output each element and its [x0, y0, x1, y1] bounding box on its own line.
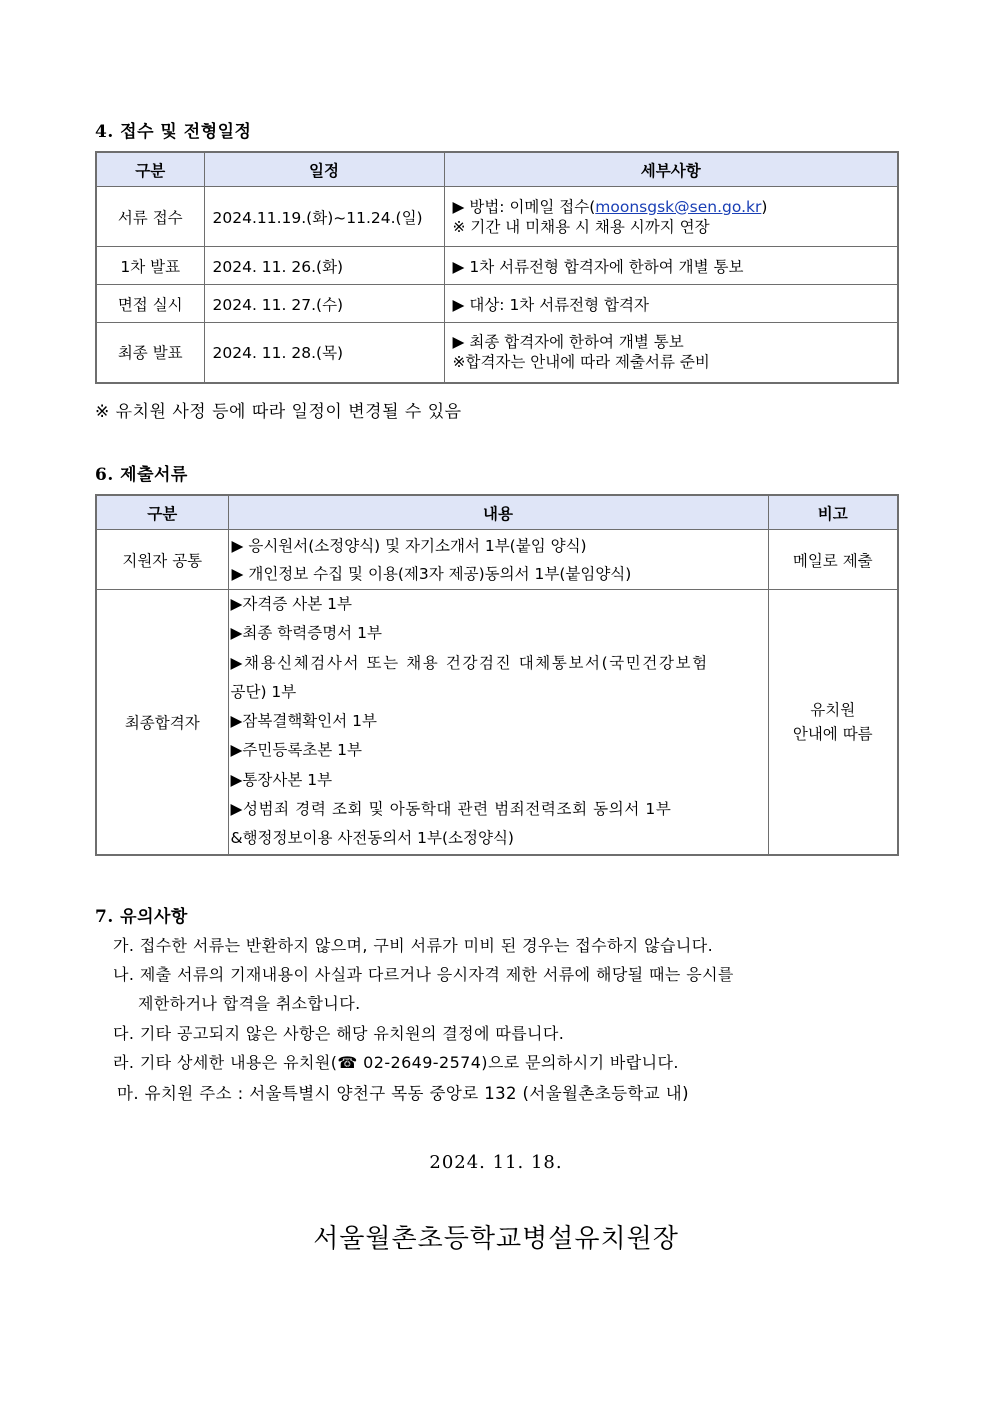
document-item: ▶자격증 사본 1부: [230, 595, 352, 613]
header-details: 세부사항: [444, 152, 898, 187]
document-item: ▶잠복결핵확인서 1부: [230, 712, 377, 731]
header-date: 일정: [204, 152, 444, 187]
caution-item: 다. 기타 공고되지 않은 사항은 해당 유치원의 결정에 따릅니다.: [113, 1024, 565, 1043]
header-category: 구분: [96, 152, 204, 187]
row-details: [444, 187, 898, 247]
table-row: [96, 247, 898, 285]
table-row: [96, 187, 898, 247]
details-text: ▶ 방법: 이메일 접수(: [452, 197, 596, 216]
document-item: ▶통장사본 1부: [230, 770, 333, 789]
document-item: ▶ 응시원서(소정양식) 및 자기소개서 1부(붙임 양식): [231, 536, 587, 555]
row-category: 면접 실시: [96, 285, 204, 323]
section-6-title: 6. 제출서류: [95, 465, 188, 485]
row-remark: [768, 590, 898, 855]
document-item: ▶ 개인정보 수집 및 이용(제3자 제공)동의서 1부(붙임양식): [231, 564, 632, 583]
document-item: &행정정보이용 사전동의서 1부(소정양식): [230, 829, 514, 848]
row-content: [228, 590, 768, 855]
row-details: ▶ 1차 서류전형 합격자에 한하여 개별 통보: [444, 247, 898, 285]
row-category: 지원자 공통: [96, 530, 228, 590]
row-details: [444, 323, 898, 383]
signer-name: 서울월촌초등학교병설유치원장: [313, 1224, 679, 1254]
row-category: 1차 발표: [96, 247, 204, 285]
caution-item: 나. 제출 서류의 기재내용이 사실과 다르거나 응시자격 제한 서류에 해당될 때는 응시를: [113, 965, 734, 984]
caution-item: 마. 유치원 주소 : 서울특별시 양천구 목동 중앙로 132 (서울월촌초등학교 내): [117, 1084, 689, 1103]
table-row: [96, 530, 898, 590]
row-category: 서류 접수: [96, 187, 204, 247]
row-category: 최종 발표: [96, 323, 204, 383]
table-header-row: [96, 152, 898, 187]
row-remark: 메일로 제출: [768, 530, 898, 590]
header-content: 내용: [228, 495, 768, 530]
email-link[interactable]: moonsgsk@sen.go.kr: [595, 197, 762, 216]
row-details: ▶ 대상: 1차 서류전형 합격자: [444, 285, 898, 323]
section-7-title: 7. 유의사항: [95, 907, 188, 927]
row-date: 2024.11.19.(화)~11.24.(일): [204, 187, 444, 247]
schedule-table: [95, 151, 899, 384]
header-category: 구분: [96, 495, 228, 530]
schedule-note: ※ 유치원 사정 등에 따라 일정이 변경될 수 있음: [95, 402, 462, 422]
row-date: 2024. 11. 28.(목): [204, 323, 444, 383]
row-content: [228, 530, 768, 590]
remark-text: 유치원: [810, 700, 856, 719]
caution-item: 라. 기타 상세한 내용은 유치원(☎ 02-2649-2574)으로 문의하시기 바랍니다.: [113, 1053, 679, 1072]
details-note: ※ 기간 내 미채용 시 채용 시까지 연장: [452, 217, 710, 236]
details-text: ): [761, 197, 768, 216]
section-4-title: 4. 접수 및 전형일정: [95, 122, 252, 142]
document-item: ▶최종 학력증명서 1부: [230, 624, 382, 643]
document-item: 공단) 1부: [230, 682, 297, 701]
table-row: [96, 285, 898, 323]
header-remark: 비고: [768, 495, 898, 530]
row-category: 최종합격자: [96, 590, 228, 855]
caution-item: 가. 접수한 서류는 반환하지 않으며, 구비 서류가 미비 된 경우는 접수하지 않습니다.: [113, 936, 714, 955]
row-date: 2024. 11. 27.(수): [204, 285, 444, 323]
details-text: ▶ 최종 합격자에 한하여 개별 통보: [452, 333, 684, 352]
details-note: ※합격자는 안내에 따라 제출서류 준비: [452, 353, 710, 372]
caution-item: 제한하거나 합격을 취소합니다.: [138, 994, 361, 1013]
table-row: [96, 590, 898, 855]
table-header-row: [96, 495, 898, 530]
table-row: [96, 323, 898, 383]
document-item: ▶채용신체검사서 또는 채용 건강검진 대체통보서(국민건강보험: [230, 653, 709, 672]
document-date: 2024. 11. 18.: [429, 1152, 563, 1173]
remark-text: 안내에 따름: [792, 724, 873, 743]
document-item: ▶성범죄 경력 조회 및 아동학대 관련 범죄전력조회 동의서 1부: [230, 800, 672, 819]
document-item: ▶주민등록초본 1부: [230, 741, 363, 760]
row-date: 2024. 11. 26.(화): [204, 247, 444, 285]
documents-table: [95, 494, 899, 856]
